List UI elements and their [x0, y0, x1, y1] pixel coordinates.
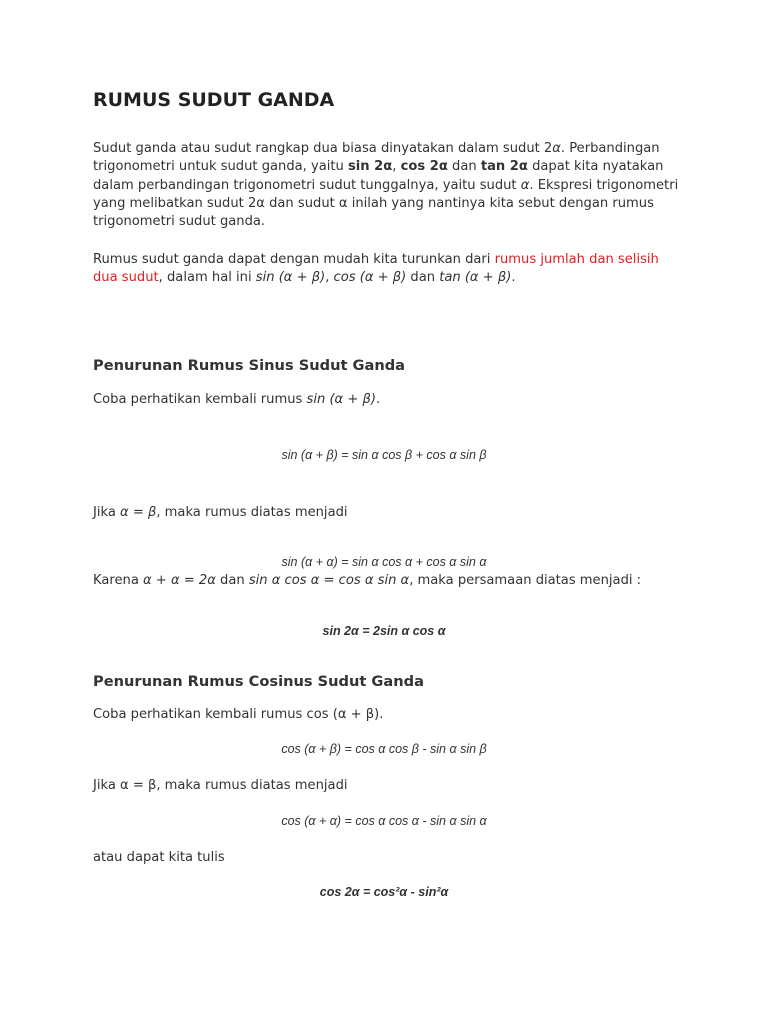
sinus-line-1: [93, 391, 683, 409]
text: . Ekspresi trigonometri yang melibatkan sudut 2α dan sudut α inilah yang nantinya kita sebut dengan rumus trigonometri sudut ganda.: [93, 177, 679, 230]
cosinus-line-2: Jika α = β, maka rumus diatas menjadi: [93, 778, 348, 793]
text: sin 2α: [348, 159, 393, 175]
text: tan 2α: [480, 159, 528, 175]
sinus-heading: Penurunan Rumus Sinus Sudut Ganda: [93, 357, 406, 374]
cosinus-line-1: Coba perhatikan kembali rumus cos (α + β).: [93, 707, 384, 722]
text: Coba perhatikan kembali rumus: [93, 392, 307, 407]
sinus-line-3: [93, 572, 683, 590]
sinus-equation-2: sin (α + α) = sin α cos α + cos α sin α: [281, 555, 487, 569]
text: .: [375, 392, 381, 407]
text: ,: [392, 159, 401, 175]
text: . Perbandingan trigonometri untuk sudut ganda, yaitu: [93, 141, 660, 175]
cosinus-result-equation: cos 2α = cos²α - sin²α: [319, 885, 449, 899]
intro-paragraph-1: [93, 140, 683, 231]
text: α + α = 2α: [143, 573, 216, 588]
intro-paragraph-2: [93, 251, 683, 288]
page-title: RUMUS SUDUT GANDA: [93, 89, 335, 111]
text: Karena: [93, 573, 144, 588]
sinus-result-equation: sin 2α = 2sin α cos α: [322, 624, 446, 638]
cosinus-heading: Penurunan Rumus Cosinus Sudut Ganda: [93, 673, 424, 690]
text: dan: [406, 270, 440, 286]
text: , dalam hal ini: [158, 270, 256, 286]
text: α: [552, 141, 561, 156]
text: dan: [215, 573, 249, 588]
text: Rumus sudut ganda dapat dengan mudah kita turunkan dari: [93, 252, 495, 267]
text: sin (α + β): [255, 270, 326, 286]
text: , maka rumus diatas menjadi: [156, 505, 348, 520]
text: sin α cos α = cos α sin α: [248, 573, 410, 588]
text: sin (α + β): [306, 392, 376, 407]
text: cos 2α: [400, 159, 448, 175]
cosinus-equation-2: cos (α + α) = cos α cos α - sin α sin α: [281, 814, 487, 828]
cosinus-equation-1: cos (α + β) = cos α cos β - sin α sin β: [281, 742, 487, 756]
text: α = β: [120, 505, 157, 520]
sinus-equation-1: sin (α + β) = sin α cos β + cos α sin β: [281, 448, 487, 462]
text: Sudut ganda atau sudut rangkap dua biasa dinyatakan dalam sudut 2: [93, 141, 553, 156]
text: ,: [325, 270, 334, 286]
text: .: [511, 270, 516, 286]
text: α: [520, 177, 530, 193]
cosinus-line-3: atau dapat kita tulis: [93, 850, 225, 865]
text: dapat kita nyatakan dalam perbandingan trigonometri sudut tunggalnya, yaitu sudut: [93, 159, 664, 193]
text: cos (α + β): [333, 270, 407, 286]
sum-difference-link[interactable]: rumus jumlah dan selisih dua sudut: [93, 252, 659, 286]
text: Jika: [93, 505, 121, 520]
text: tan (α + β): [439, 270, 512, 286]
sinus-line-2: [93, 504, 683, 522]
text: , maka persamaan diatas menjadi :: [409, 573, 642, 588]
text: dan: [447, 159, 481, 175]
